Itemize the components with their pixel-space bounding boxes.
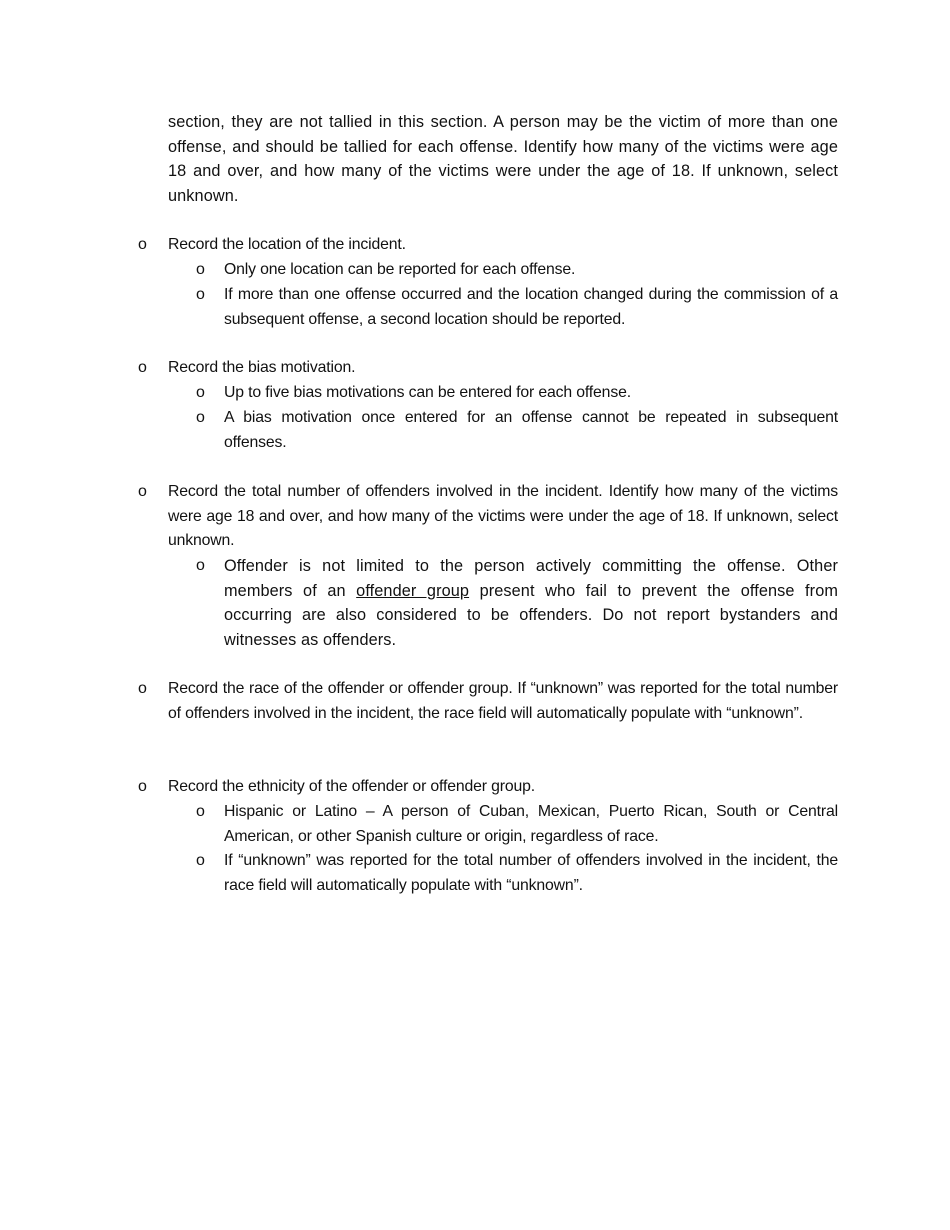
bullet-offenders-text: Record the total number of offenders involved in the incident. Identify how many of the victims were age 18 and over, and how many of the victims were under the age of 18. If unknown, select unknown. — [168, 483, 838, 550]
sub-bullet-marker: o — [196, 803, 205, 820]
sub-bullet-marker: o — [196, 852, 205, 869]
sub-bullet-marker: o — [196, 409, 205, 426]
bullet-marker: o — [138, 778, 147, 795]
bullet-location-text: Record the location of the incident. — [168, 236, 406, 253]
sub-bullet-text: If “unknown” was reported for the total number of offenders involved in the incident, the race field will automatically populate with “unknown”. — [224, 852, 838, 894]
sub-bullet-location-2 — [196, 283, 838, 332]
sub-bullet-marker: o — [196, 384, 205, 401]
sub-bullet-text: A bias motivation once entered for an offense cannot be repeated in subsequent offenses. — [224, 409, 838, 451]
sub-bullet-bias-1 — [196, 381, 838, 406]
continuation-paragraph: section, they are not tallied in this section. A person may be the victim of more than one offense, and should be tallied for each offense. Identify how many of the victims were age 18 and over, and how many of the victims were under the age of 18. If unknown, select unknown. — [168, 113, 838, 205]
sub-bullet-location-1 — [196, 258, 838, 283]
bullet-bias — [138, 356, 838, 381]
bullet-race-text: Record the race of the offender or offender group. If “unknown” was reported for the total number of offenders involved in the incident, the race field will automatically populate with “unknown”. — [168, 680, 838, 722]
offender-text-after: present who fail to prevent the offense from occurring are also considered to be offenders. Do not report bystanders and witnesses as offenders. — [224, 581, 839, 649]
bullet-ethnicity — [138, 775, 838, 800]
sub-bullet-text: Only one location can be reported for each offense. — [224, 261, 576, 278]
sub-bullet-text — [224, 554, 838, 652]
bullet-bias-text: Record the bias motivation. — [168, 359, 356, 376]
sub-bullet-ethnicity-1 — [196, 800, 838, 849]
bullet-marker: o — [138, 359, 147, 376]
offender-group-term: offender group — [356, 581, 470, 600]
bullet-ethnicity-text: Record the ethnicity of the offender or offender group. — [168, 778, 536, 795]
sub-bullet-offender-definition — [196, 554, 839, 652]
bullet-offenders — [138, 480, 838, 554]
sub-bullet-text: Hispanic or Latino – A person of Cuban, Mexican, Puerto Rican, South or Central American, or other Spanish culture or origin, regardless of race. — [224, 803, 838, 845]
bullet-location — [138, 233, 838, 258]
sub-bullet-marker: o — [196, 261, 205, 278]
sub-bullet-text: If more than one offense occurred and the location changed during the commission of a subsequent offense, a second location should be reported. — [224, 286, 838, 328]
bullet-marker: o — [138, 483, 147, 500]
bullet-marker: o — [138, 680, 147, 697]
bullet-marker: o — [138, 236, 147, 253]
sub-bullet-marker: o — [196, 557, 205, 574]
sub-bullet-marker: o — [196, 286, 205, 303]
bullet-race — [138, 677, 838, 726]
offender-text-before: Offender is not limited to the person actively committing the offense. Other members of an — [224, 557, 838, 600]
sub-bullet-text: Up to five bias motivations can be entered for each offense. — [224, 384, 631, 401]
sub-bullet-ethnicity-2 — [196, 849, 838, 898]
sub-bullet-bias-2 — [196, 406, 838, 455]
